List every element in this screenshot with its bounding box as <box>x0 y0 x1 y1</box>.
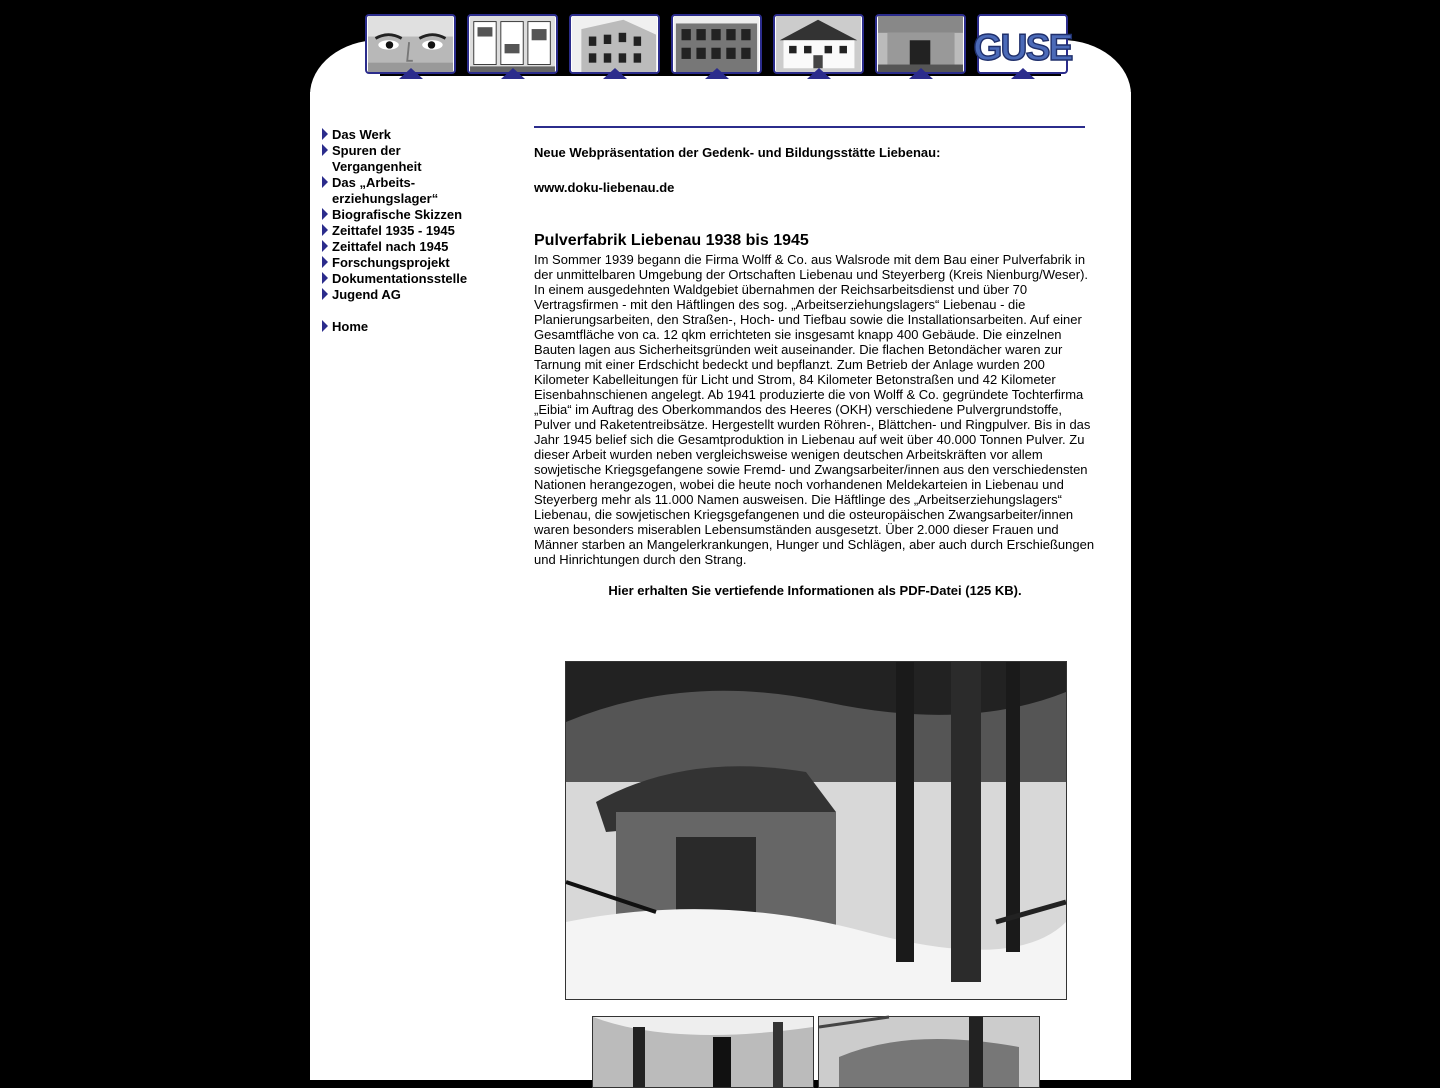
nav-arrow-icon <box>322 272 328 284</box>
svg-text:GUSE: GUSE <box>973 25 1072 68</box>
nav-arrow-icon <box>322 128 328 140</box>
photo-right <box>818 1016 1040 1088</box>
main-photo <box>565 661 1067 1000</box>
thumb-arrow <box>399 68 423 79</box>
bunker-in-forest-photo <box>566 662 1066 999</box>
sidebar-item-label: Spuren der Vergangenheit <box>332 143 422 174</box>
sidebar-item-home[interactable] <box>322 319 522 335</box>
page <box>310 0 1131 1080</box>
sidebar-item-zeittafel-nach-1945[interactable] <box>322 239 522 255</box>
eyes-portrait-icon <box>367 16 454 72</box>
announcement-text: Neue Webpräsentation der Gedenk- und Bildungsstätte Liebenau: <box>534 145 941 160</box>
sidebar-item-zeittafel-1935-1945[interactable] <box>322 223 522 239</box>
building-facade-icon <box>571 16 658 72</box>
nav-arrow-icon <box>322 288 328 300</box>
sidebar-item-label: Home <box>332 319 369 334</box>
exhibition-boards-icon <box>469 16 556 72</box>
pdf-download-link[interactable]: Hier erhalten Sie vertiefende Informationen als PDF-Datei (125 KB). <box>608 583 1022 598</box>
nav-arrow-icon <box>322 208 328 220</box>
nav-arrow-icon <box>322 144 328 156</box>
nav-arrow-icon <box>322 224 328 236</box>
sidebar-item-label: Zeittafel 1935 - 1945 <box>332 223 455 238</box>
nav-arrow-icon <box>322 240 328 252</box>
sidebar-item-label: Das Werk <box>332 127 392 142</box>
thumb-arrow <box>705 68 729 79</box>
sidebar-item-forschungsprojekt[interactable] <box>322 255 522 271</box>
guse-logo-icon <box>973 16 1072 72</box>
nav-arrow-icon <box>322 176 328 188</box>
sidebar-item-jugend-ag[interactable] <box>322 287 522 303</box>
sidebar-item-label: Zeittafel nach 1945 <box>332 239 449 254</box>
sidebar-item-das-werk[interactable] <box>322 127 522 143</box>
forest-trees-photo <box>593 1017 813 1087</box>
sidebar-item-label: Das „Arbeits-erziehungslager“ <box>332 175 439 206</box>
main-content <box>534 126 1096 598</box>
sidebar-item-spuren[interactable] <box>322 143 442 175</box>
sidebar-item-label: Jugend AG <box>332 287 401 302</box>
page-title: Pulverfabrik Liebenau 1938 bis 1945 <box>534 232 809 249</box>
site-link[interactable]: www.doku-liebenau.de <box>534 180 675 195</box>
sidebar-item-label: Dokumentationsstelle <box>332 271 468 286</box>
article-body: Im Sommer 1939 begann die Firma Wolff & Co. aus Walsrode mit dem Bau einer Pulverfabrik in der unmittelbaren Umgebung der Ortschaften Liebenau und Steyerberg (Kreis Nienburg/Weser). In einem ausgedehnten Waldgebiet übernahmen der Reichsarbeitsdienst und über 70 Vertragsfirmen - mit den Häftlingen des sog. „Arbeitserziehungslagers“ Liebenau - die Planierungsarbeiten, den Straßen-, Hoch- und Tiefbau sowie die Installationsarbeiten. Auf einer Gesamtfläche von ca. 12 qkm errichteten sie insgesamt knapp 400 Gebäude. Die einzelnen Bauten lagen aus Sicherheitsgründen weit auseinander. Die flachen Betondächer waren zur Tarnung mit einer Erdschicht bedeckt und bepflanzt. Zum Betrieb der Anlage wurden 200 Kilometer Kabelleitungen für Licht und Strom, 84 Kilometer Betonstraßen und 42 Kilometer Eisenbahnschienen angelegt. Ab 1941 produzierte die von Wolff & Co. gegründete Tochterfirma „Eibia“ im Auftrag des Oberkommandos des Heeres (OKH) verschiedene Pulvergrundstoffe, Pulver und Raketentreibsätze. Hergestellt wurden Röhren-, Blättchen- und Ringpulver. Bis in das Jahr 1945 belief sich die Gesamtproduktion in Liebenau auf weit über 40.000 Tonnen Pulver. Zu dieser Arbeit wurden neben vergleichsweise wenigen deutschen Arbeitskräften vor allem sowjetische Kriegsgefangene sowie Fremd- und Zwangsarbeiter/innen aus den verschiedensten Nationen herangezogen, wobei die heute noch vorhandenen Meldekarteien in Liebenau und Steyerberg mehr als 11.000 Namen ausweisen. Die Häftlinge des „Arbeitserziehungslagers“ Liebenau, die sowjetischen Kriegsgefangenen und die osteuropäischen Zwangsarbeiter/innen waren besonders miserablen Lebensumständen ausgesetzt. Über 2.000 dieser Frauen und Männer starben an Mangelerkrankungen, Hunger und Schlägen, aber auch durch Erschießungen und Hinrichtungen durch den Strang. <box>534 252 1095 567</box>
thumb-exhibition[interactable] <box>467 14 558 74</box>
nav-arrow-icon <box>322 256 328 268</box>
sidebar-nav <box>322 127 522 335</box>
photo-left <box>592 1016 814 1088</box>
sidebar-item-dokumentationsstelle[interactable] <box>322 271 522 287</box>
brick-building-icon <box>673 16 760 72</box>
ruin-in-forest-photo <box>819 1017 1039 1087</box>
thumb-arrow <box>909 68 933 79</box>
sidebar-item-biografische-skizzen[interactable] <box>322 207 522 223</box>
sidebar-item-arbeitserziehungslager[interactable] <box>322 175 450 207</box>
nav-arrow-icon <box>322 320 328 332</box>
bunker-icon <box>877 16 964 72</box>
thumb-building-facade[interactable] <box>569 14 660 74</box>
thumb-eyes-portrait[interactable] <box>365 14 456 74</box>
house-icon <box>775 16 862 72</box>
sidebar-item-label: Forschungsprojekt <box>332 255 450 270</box>
thumb-guse-logo[interactable] <box>973 14 1072 74</box>
thumb-arrow <box>1011 68 1035 79</box>
thumb-house[interactable] <box>773 14 864 74</box>
thumb-brick-building[interactable] <box>671 14 762 74</box>
sidebar-item-label: Biografische Skizzen <box>332 207 463 222</box>
thumb-arrow <box>807 68 831 79</box>
thumb-arrow <box>603 68 627 79</box>
divider-rule <box>534 126 1085 128</box>
nav-spacer <box>322 303 522 319</box>
thumb-arrow <box>501 68 525 79</box>
thumb-bunker[interactable] <box>875 14 966 74</box>
